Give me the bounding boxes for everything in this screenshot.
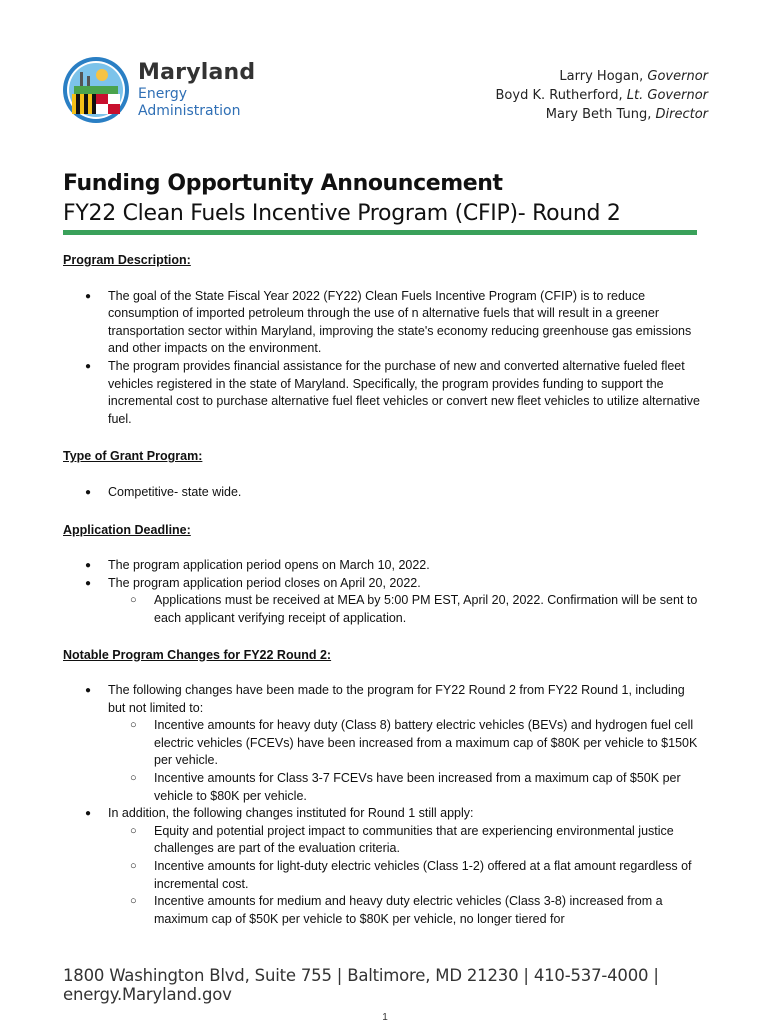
deadline-sublist [108,592,703,627]
sub-list-item: ○ Equity and potential project impact to communities that are experiencing environmental justice challenges are part of the evaluation criteria. [108,823,703,858]
deadline-list [63,557,703,627]
page-number: 1 [382,1012,388,1023]
official-name: Larry Hogan, [559,69,644,84]
logo-line-energy: Energy [138,86,188,102]
document-title: Funding Opportunity Announcement [63,171,503,196]
sub-list-item: ○ Incentive amounts for Class 3-7 FCEVs have been increased from a maximum cap of $50K per vehicle to $80K per vehicle. [108,770,703,805]
mea-logo [62,56,262,132]
changes-list [63,682,703,928]
footer-address: 1800 Washington Blvd, Suite 755 | Baltimore, MD 21230 | 410-537-4000 | energy.Maryland.gov [63,966,659,1004]
list-item: ● Competitive- state wide. [63,484,703,502]
official-governor [496,67,709,86]
official-title: Director [655,107,708,122]
title-divider [63,230,697,235]
document-subtitle: FY22 Clean Fuels Incentive Program (CFIP)- Round 2 [63,201,621,226]
official-title: Lt. Governor [626,88,708,103]
list-item [63,575,703,628]
section-heading-program-description: Program Description: [63,253,191,267]
logo-line-administration: Administration [138,103,241,119]
official-name: Boyd K. Rutherford, [495,88,623,103]
document-body [63,252,703,928]
officials-block [496,67,709,124]
sub-list-item: ○ Incentive amounts for heavy duty (Class 8) battery electric vehicles (BEVs) and hydrogen fuel cell electric vehicles (FCEVs) have been increased from a maximum cap of $80K per vehicle to $150K per vehicle. [108,717,703,770]
list-item-text: The program application period closes on April 20, 2022. [108,575,421,590]
official-director [496,105,709,124]
sub-list-item: ○ Applications must be received at MEA by 5:00 PM EST, April 20, 2022. Confirmation will be sent to each applicant verifying receipt of application. [108,592,703,627]
sub-list-item: ○ Incentive amounts for medium and heavy duty electric vehicles (Class 3-8) increased from a maximum cap of $50K per vehicle to $80K per vehicle, no longer tiered for [108,893,703,928]
sub-list-item: ○ Incentive amounts for light-duty electric vehicles (Class 1-2) offered at a flat amount regardless of incremental cost. [108,858,703,893]
program-description-list [63,288,703,429]
list-item-text: The following changes have been made to the program for FY22 Round 2 from FY22 Round 1, including but not limited to: [108,683,685,715]
section-heading-changes: Notable Program Changes for FY22 Round 2: [63,647,332,662]
section-heading-grant-type: Type of Grant Program: [63,449,203,464]
logo-name: Maryland [138,60,256,85]
official-lt-governor [496,86,709,105]
list-item [63,805,703,928]
maryland-seal-icon [62,56,130,124]
grant-type-list [63,484,703,502]
section-heading-deadline: Application Deadline: [63,522,191,537]
list-item: ● The program provides financial assistance for the purchase of new and converted alternative fueled fleet vehicles registered in the state of Maryland. Specifically, the program provides funding to support the incremental cost to purchase alternative fuel fleet vehicles or convert new fleet vehicles to utilize alternative fuel. [63,358,703,428]
list-item: ● The goal of the State Fiscal Year 2022 (FY22) Clean Fuels Incentive Program (CFIP) is to reduce consumption of imported petroleum through the use of n alternative fuels that will result in a greener transportation sector within Maryland, improving the state's economy reducing greenhouse gas emissions and other impacts on the environment. [63,288,703,358]
list-item [63,682,703,805]
list-item-text: In addition, the following changes instituted for Round 1 still apply: [108,806,474,821]
official-name: Mary Beth Tung, [545,107,652,122]
changes-sublist-round1 [108,823,703,929]
list-item: ● The program application period opens on March 10, 2022. [63,557,703,575]
official-title: Governor [647,69,708,84]
changes-sublist-round2 [108,717,703,805]
